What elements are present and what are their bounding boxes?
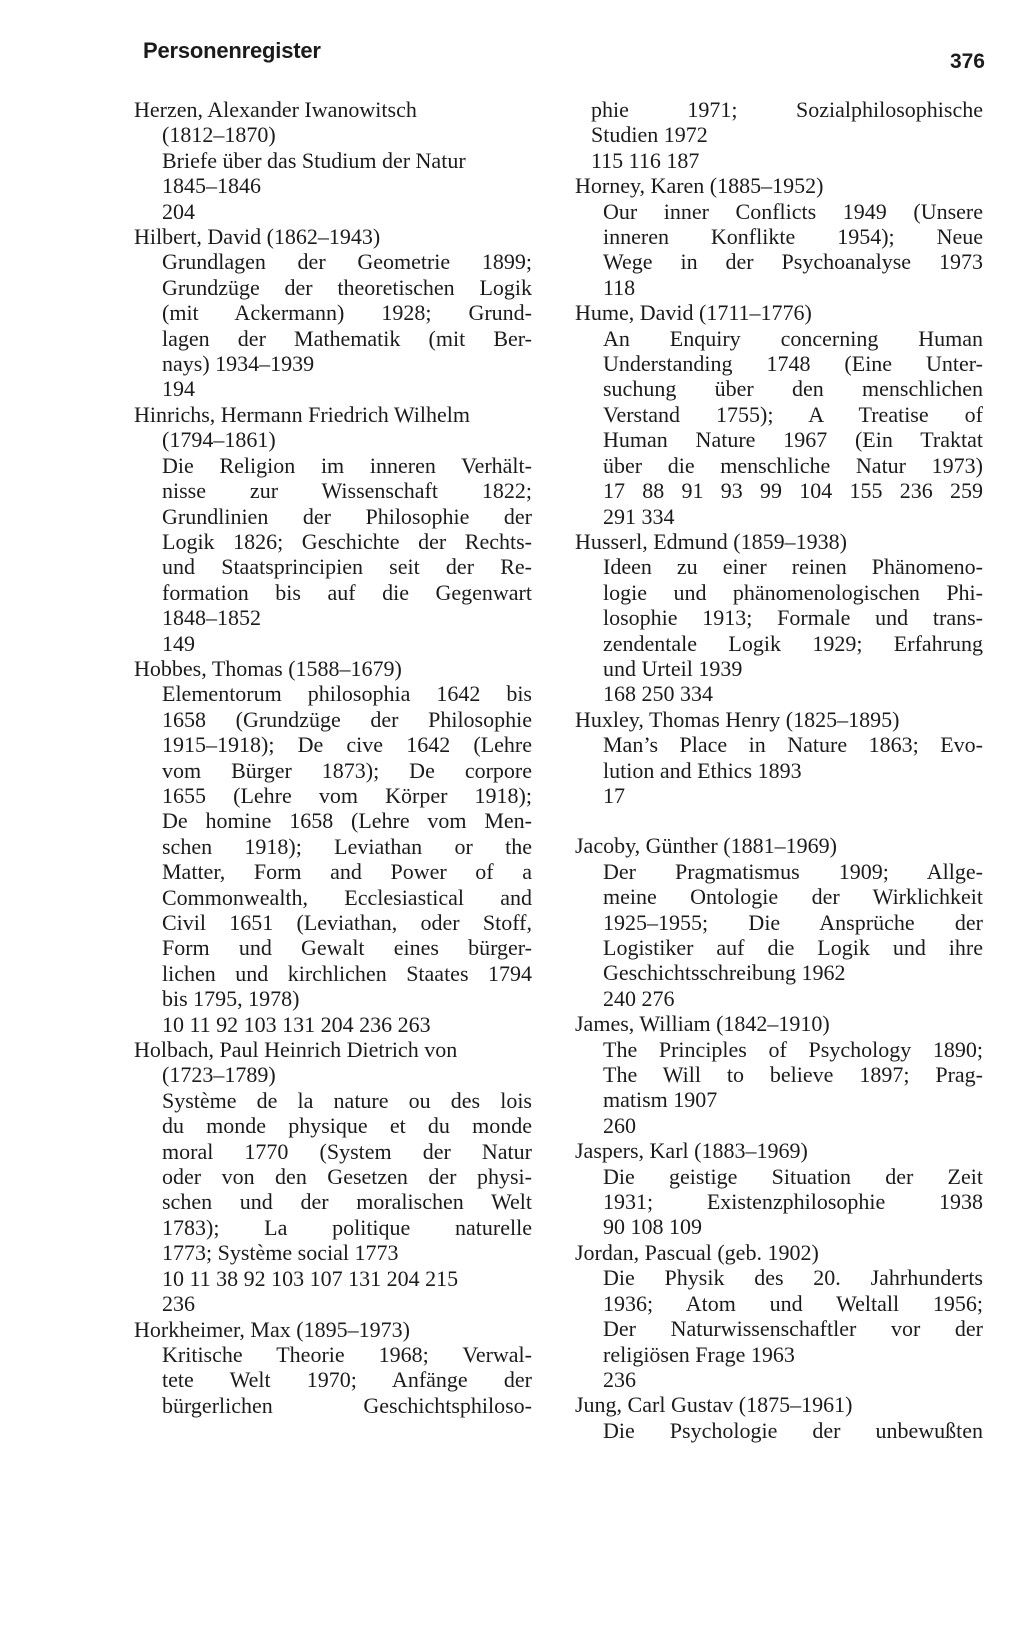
entry-line: (1723–1789) <box>162 1062 276 1088</box>
entry-line: 10 11 92 103 131 204 236 263 <box>162 1011 431 1037</box>
index-entry <box>563 1392 983 1443</box>
entry-line: Verstand 1755); A Treatise of <box>603 401 983 427</box>
entry-name: Herzen, Alexander Iwanowitsch <box>134 97 417 122</box>
entry-line: lution and Ethics 1893 <box>603 757 802 783</box>
entry-line: bürgerlichen Geschichtsphiloso- <box>162 1392 532 1418</box>
entry-line: 168 250 334 <box>603 681 713 707</box>
entry-line: Matter, Form and Power of a <box>162 859 532 885</box>
entry-line: 90 108 109 <box>603 1214 702 1240</box>
entry-line: 17 88 91 93 99 104 155 236 259 <box>603 478 983 504</box>
entry-line: Die geistige Situation der Zeit <box>603 1163 983 1189</box>
index-entry <box>122 97 532 224</box>
entry-line: Grundlinien der Philosophie der <box>162 503 532 529</box>
entry-line: Ideen zu einer reinen Phänomeno- <box>603 554 983 580</box>
entry-line: 1773; Système social 1773 <box>162 1240 399 1266</box>
entry-line: Die Psychologie der unbewußten <box>603 1417 983 1443</box>
entry-line: losophie 1913; Formale und trans- <box>603 605 983 631</box>
entry-line: 236 <box>162 1291 195 1317</box>
entry-line: suchung über den menschlichen <box>603 376 983 402</box>
entry-line: 204 <box>162 198 195 224</box>
entry-line: lichen und kirchlichen Staates 1794 <box>162 960 532 986</box>
entry-line: lagen der Mathematik (mit Ber- <box>162 325 532 351</box>
index-entry <box>563 833 983 1011</box>
index-entry <box>563 97 983 173</box>
entry-line: 194 <box>162 376 195 402</box>
entry-name: Hobbes, Thomas (1588–1679) <box>134 655 402 681</box>
entry-name: Horney, Karen (1885–1952) <box>575 173 824 199</box>
entry-line: 1848–1852 <box>162 605 261 631</box>
entry-line: matism 1907 <box>603 1087 718 1113</box>
entry-line: Système de la nature ou des lois <box>162 1087 532 1113</box>
entry-line: und Urteil 1939 <box>603 655 743 681</box>
entry-line: Der Pragmatismus 1909; Allge- <box>603 858 983 884</box>
index-entry <box>563 707 983 809</box>
entry-line: religiösen Frage 1963 <box>603 1341 795 1367</box>
entry-name: Jacoby, Günther (1881–1969) <box>575 833 837 859</box>
index-entry <box>563 1240 983 1392</box>
entry-line: Logistiker auf die Logik und ihre <box>603 935 983 960</box>
entry-line: De homine 1658 (Lehre vom Men- <box>162 808 532 834</box>
entry-line: Grundzüge der theoretischen Logik <box>162 274 532 300</box>
entry-line: Form und Gewalt eines bürger- <box>162 935 532 961</box>
entry-line: 236 <box>603 1366 636 1392</box>
entry-line: Wege in der Psychoanalyse 1973 <box>603 249 983 275</box>
entry-line: 1925–1955; Die Ansprüche der <box>603 909 983 935</box>
entry-line: 17 <box>603 782 625 808</box>
entry-name: James, William (1842–1910) <box>575 1011 830 1037</box>
entry-line: 260 <box>603 1112 636 1138</box>
entry-line: 291 334 <box>603 503 675 529</box>
entry-line: 115 116 187 <box>591 147 700 173</box>
entry-line: moral 1770 (System der Natur <box>162 1138 532 1164</box>
entry-line: Understanding 1748 (Eine Unter- <box>603 351 983 377</box>
index-entry <box>563 300 983 529</box>
entry-name: Huxley, Thomas Henry (1825–1895) <box>575 706 900 732</box>
entry-line: Studien 1972 <box>591 122 708 148</box>
entry-name: Holbach, Paul Heinrich Dietrich von <box>134 1037 458 1063</box>
entry-line: Kritische Theorie 1968; Verwal- <box>162 1341 532 1367</box>
entry-line: Logik 1826; Geschichte der Rechts- <box>162 528 532 554</box>
entry-line: Our inner Conflicts 1949 (Unsere <box>603 198 983 224</box>
entry-line: Elementorum philosophia 1642 bis <box>162 681 532 707</box>
entry-line: 1783); La politique naturelle <box>162 1214 532 1240</box>
entry-name: Husserl, Edmund (1859–1938) <box>575 528 847 554</box>
entry-line: Briefe über das Studium der Natur <box>162 147 466 173</box>
entry-line: 1915–1918); De cive 1642 (Lehre <box>162 732 532 758</box>
entry-name: Jung, Carl Gustav (1875–1961) <box>575 1392 853 1418</box>
index-entry <box>122 656 532 1037</box>
entry-line: (1794–1861) <box>162 427 276 453</box>
entry-line: Civil 1651 (Leviathan, oder Stoff, <box>162 910 532 935</box>
entry-name: Hinrichs, Hermann Friedrich Wilhelm <box>134 401 470 427</box>
index-entry <box>122 1037 532 1316</box>
entry-line: tete Welt 1970; Anfänge der <box>162 1367 532 1393</box>
entry-name: Hume, David (1711–1776) <box>575 300 812 326</box>
entry-line: The Principles of Psychology 1890; <box>603 1036 983 1062</box>
entry-line: (mit Ackermann) 1928; Grund- <box>162 300 532 326</box>
entry-line: zendentale Logik 1929; Erfahrung <box>603 630 983 656</box>
entry-name: Jordan, Pascual (geb. 1902) <box>575 1239 819 1265</box>
entry-line: oder von den Gesetzen der physi- <box>162 1164 532 1190</box>
entry-line: inneren Konflikte 1954); Neue <box>603 224 983 250</box>
entry-line: 1845–1846 <box>162 173 261 199</box>
page-number: 376 <box>949 50 985 73</box>
entry-line: Commonwealth, Ecclesiastical and <box>162 884 532 910</box>
entry-line: 1655 (Lehre vom Körper 1918); <box>162 782 532 808</box>
entry-line: und Staatsprincipien seit der Re- <box>162 554 532 580</box>
entry-line: meine Ontologie der Wirklichkeit <box>603 884 983 910</box>
index-entry <box>122 224 532 402</box>
entry-line: nisse zur Wissenschaft 1822; <box>162 478 532 504</box>
index-entry <box>563 529 983 707</box>
index-entry <box>122 402 532 656</box>
entry-line: 149 <box>162 630 195 656</box>
entry-line: schen und der moralischen Welt <box>162 1189 532 1215</box>
entry-line: Der Naturwissenschaftler vor der <box>603 1316 983 1342</box>
entry-line: 1936; Atom und Weltall 1956; <box>603 1290 983 1316</box>
entry-line: schen 1918); Leviathan or the <box>162 833 532 859</box>
entry-line: Grundlagen der Geometrie 1899; <box>162 249 532 275</box>
entry-line: Man’s Place in Nature 1863; Evo- <box>603 732 983 758</box>
entry-line: 118 <box>603 274 636 300</box>
entry-name: Horkheimer, Max (1895–1973) <box>134 1316 410 1342</box>
index-entry <box>563 1138 983 1240</box>
index-entry <box>122 1317 532 1419</box>
entry-line: Geschichtsschreibung 1962 <box>603 960 846 986</box>
entry-line: logie und phänomenologischen Phi- <box>603 579 983 605</box>
entry-line: 240 276 <box>603 985 675 1011</box>
entry-line: bis 1795, 1978) <box>162 986 300 1012</box>
entry-line: An Enquiry concerning Human <box>603 325 983 351</box>
entry-line: 1931; Existenzphilosophie 1938 <box>603 1189 983 1215</box>
index-entry <box>563 1011 983 1138</box>
entry-line: Human Nature 1967 (Ein Traktat <box>603 427 983 453</box>
entry-line: The Will to believe 1897; Prag- <box>603 1062 983 1088</box>
entry-name: Hilbert, David (1862–1943) <box>134 224 381 250</box>
entry-line: nays) 1934–1939 <box>162 351 315 377</box>
entry-line: Die Religion im inneren Verhält- <box>162 452 532 478</box>
entry-line: Die Physik des 20. Jahrhunderts <box>603 1265 983 1291</box>
entry-line: formation bis auf die Gegenwart <box>162 579 532 605</box>
left-column <box>122 97 532 1418</box>
entry-name: Jaspers, Karl (1883–1969) <box>575 1138 808 1164</box>
page-header <box>143 38 985 78</box>
entry-line: 1658 (Grundzüge der Philosophie <box>162 706 532 732</box>
entry-line: 10 11 38 92 103 107 131 204 215 <box>162 1265 459 1291</box>
entry-line: phie 1971; Sozialphilosophische <box>591 97 983 122</box>
entry-line: vom Bürger 1873); De corpore <box>162 757 532 783</box>
header-title: Personenregister <box>143 38 321 63</box>
right-column <box>563 97 983 1443</box>
entry-line: (1812–1870) <box>162 122 276 148</box>
entry-line: über die menschliche Natur 1973) <box>603 452 983 478</box>
index-entry <box>563 173 983 300</box>
entry-line: du monde physique et du monde <box>162 1113 532 1139</box>
